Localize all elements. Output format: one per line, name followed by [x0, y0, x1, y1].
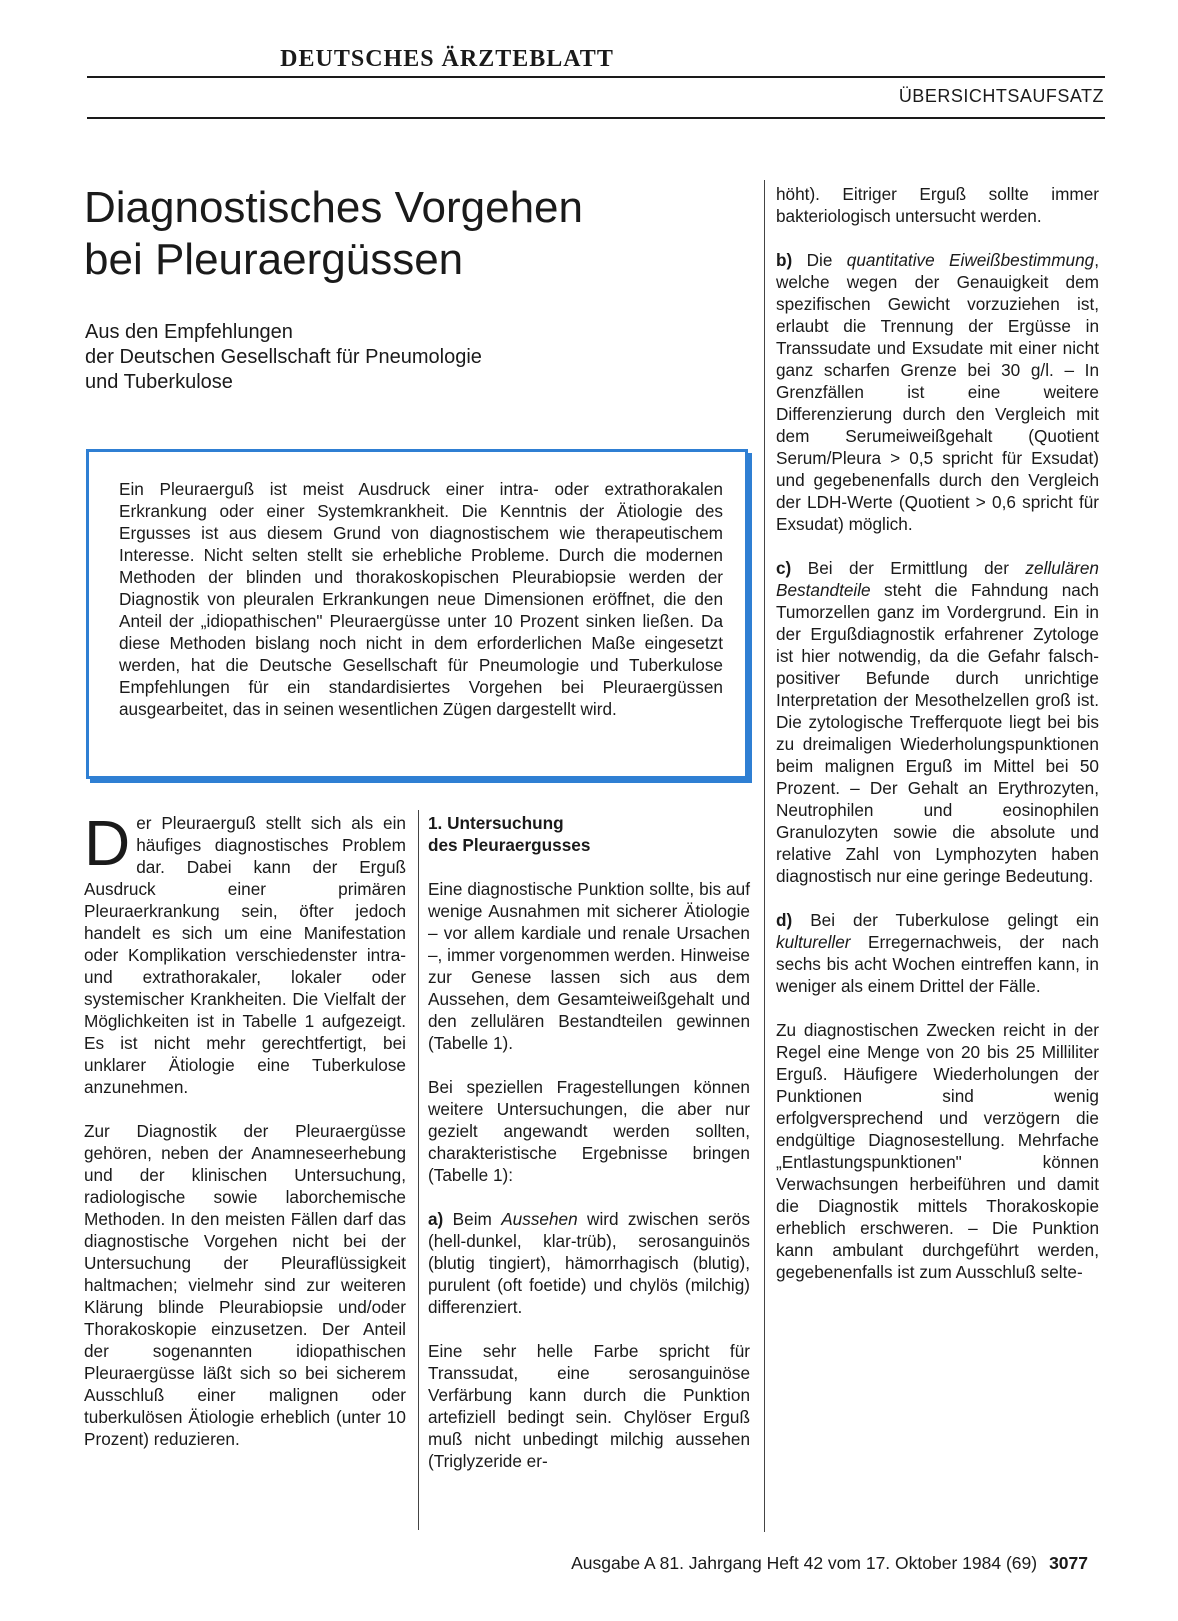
item-label-a: a) — [428, 1209, 444, 1229]
column-divider-2 — [764, 180, 765, 1532]
subtitle-line-1: Aus den Empfehlungen — [85, 321, 293, 343]
title-line-1: Diagnostisches Vorgehen — [84, 183, 583, 232]
col3-p4-pre: Bei der Tuberkulose gelingt ein — [792, 910, 1099, 930]
heading-line-2: des Pleuraergusses — [428, 835, 591, 855]
col3-paragraph-1: höht). Eitriger Erguß sollte immer bakteriologisch untersucht werden. — [776, 184, 1099, 226]
page-number: 3077 — [1049, 1553, 1088, 1573]
subtitle-line-3: und Tuberkulose — [85, 371, 233, 393]
col3-p2-post: , welche wegen der Genauigkeit dem spezifischen Gewicht vorzuziehen ist, erlaubt die Trennung der Ergüsse in Transsudate und Exsudate mit einer nicht ganz scharfen Grenze bei 30 g/l. – In Grenzfällen ist eine weitere Differenzierung durch den Vergleich mit dem Serumeiweißgehalt (Quotient Serum/Pleura > 0,5 spricht für Exsudat) und gegebenenfalls durch den Vergleich der LDH-Werte (Quotient > 0,6 spricht für Exsudat) möglich. — [776, 250, 1100, 534]
item-label-d: d) — [776, 910, 793, 930]
article-subtitle — [85, 320, 705, 395]
header-rule-top — [87, 76, 1105, 78]
col2-paragraph-3 — [428, 1208, 750, 1318]
col3-paragraph-3 — [776, 557, 1099, 887]
col2-paragraph-2: Bei speziellen Fragestellungen können weitere Untersuchungen, die aber nur gezielt angewandt werden sollten, charakteristische Ergebnisse bringen (Tabelle 1): — [428, 1077, 750, 1185]
col3-p2-italic: quantitative Eiweißbestimmung — [846, 250, 1095, 270]
masthead: DEUTSCHES ÄRZTEBLATT — [280, 46, 614, 72]
drop-cap: D — [84, 807, 131, 879]
heading-line-1: 1. Untersuchung — [428, 813, 564, 833]
col2-p3-post: wird zwischen serös (hell-dunkel, klar-trüb), serosanguinös (blutig tingiert), hämorrhagisch (blutig), purulent (oft foetide) und chylös (milchig) differenziert. — [428, 1209, 750, 1317]
col3-p3-italic: zellulären Bestandteile — [776, 558, 1099, 600]
col2-p3-italic: Aussehen — [501, 1209, 578, 1229]
col1-paragraph-2: Zur Diagnostik der Pleuraergüsse gehören, neben der Anamneseerhebung und der klinischen Untersuchung, radiologische sowie laborchemische Methoden. In den meisten Fällen darf das diagnostische Vorgehen nicht bei der Untersuchung der Pleuraflüssigkeit haltmachen; vielmehr sind zur weiteren Klärung blinde Pleurabiopsie und/oder Thorakoskopie einzusetzen. Der Anteil der sogenannten idiopathischen Pleuraergüsse läßt sich so bei sicherem Ausschluß einer malignen oder tuberkulösen Ätiologie erheblich (unter 10 Prozent) reduzieren. — [84, 1121, 406, 1449]
issue-info: Ausgabe A 81. Jahrgang Heft 42 vom 17. Oktober 1984 (69) — [571, 1553, 1038, 1573]
col1-p1-text: er Pleuraerguß stellt sich als ein häufiges diagnostisches Problem dar. Dabei kann der Erguß Ausdruck einer primären Pleuraerkrankung sein, öfter jedoch handelt es sich um eine Manifestation oder Komplikation verschiedenster intra- und extrathorakaler, lokaler oder systemischer Krankheiten. Die Vielfalt der Möglichkeiten ist in Tabelle 1 aufgezeigt. Es ist nicht mehr gerechtfertigt, bei unklarer Ätiologie eine Tuberkulose anzunehmen. — [84, 813, 406, 1097]
col2-p3-pre: Beim — [443, 1209, 502, 1229]
col3-paragraph-4 — [776, 909, 1099, 997]
col3-paragraph-2 — [776, 249, 1099, 535]
section-heading — [428, 812, 750, 856]
col2-paragraph-4: Eine sehr helle Farbe spricht für Transsudat, eine serosanguinöse Verfärbung kann durch die Punktion artefiziell bedingt sein. Chylöser Erguß muß nicht unbedingt milchig aussehen (Triglyzeride er- — [428, 1341, 750, 1471]
col3-p3-pre: Bei der Ermittlung der — [791, 558, 1026, 578]
col2-paragraph-1: Eine diagnostische Punktion sollte, bis auf wenige Ausnahmen mit sicherer Ätiologie – vor allem kardiale und renale Ursachen –, immer vorgenommen werden. Hinweise zur Genese lassen sich aus dem Aussehen, dem Gesamteiweißgehalt und den zellulären Bestandteilen gewinnen (Tabelle 1). — [428, 879, 750, 1053]
item-label-b: b) — [776, 250, 793, 270]
section-label: ÜBERSICHTSAUFSATZ — [898, 86, 1104, 106]
col1-paragraph-1 — [84, 807, 406, 1098]
article-title — [84, 182, 724, 286]
col3-p4-italic: kultureller — [776, 932, 851, 952]
col3-p2-pre: Die — [792, 250, 847, 270]
abstract-box — [86, 449, 748, 779]
abstract-text: Ein Pleuraerguß ist meist Ausdruck einer intra- oder extrathorakalen Erkrankung oder einer Systemkrankheit. Die Kenntnis der Ätiologie des Ergusses ist aus diesem Grund von diagnostischem wie therapeutischem Interesse. Nicht selten stellt sie erhebliche Probleme. Durch die modernen Methoden der blinden und thorakoskopischen Pleurabiopsie werden der Diagnostik von pleuralen Erkrankungen neue Dimensionen eröffnet, die den Anteil der „idiopathischen" Pleuraergüsse unter 10 Prozent sinken ließen. Da diese Methoden bislang noch nicht in dem erforderlichen Maße eingesetzt werden, hat die Deutsche Gesellschaft für Pneumologie und Tuberkulose Empfehlungen für ein standardisiertes Vorgehen bei Pleuraergüssen ausgearbeitet, das in seinen wesentlichen Zügen dargestellt wird. — [119, 479, 723, 719]
title-line-2: bei Pleuraergüssen — [84, 235, 464, 284]
header-rule-bottom — [87, 117, 1105, 119]
col3-p3-post: steht die Fahndung nach Tumorzellen ganz im Vordergrund. Ein in der Ergußdiagnostik erfahrener Zytologe ist hier notwendig, da die Gefahr falsch-positiver Befunde durch unrichtige Interpretation der Mesothelzellen groß ist. Die zytologische Trefferquote liegt bei bis zu dreimaligen Wiederholungspunktionen beim malignen Erguß im Mittel bei 50 Prozent. – Der Gehalt an Erythrozyten, Neutrophilen und eosinophilen Granulozyten sowie die absolute und relative Zahl von Lymphozyten haben diagnostisch nur eine geringe Bedeutung. — [776, 580, 1099, 886]
item-label-c: c) — [776, 558, 792, 578]
col3-paragraph-5: Zu diagnostischen Zwecken reicht in der Regel eine Menge von 20 bis 25 Milliliter Erguß. Häufigere Wiederholungen der Punktionen sind wenig erfolgversprechend und verzögern die endgültige Diagnosestellung. Mehrfache „Entlastungspunktionen" können Verwachsungen herbeiführen und damit die Diagnostik mittels Thorakoskopie erheblich erschweren. – Die Punktion kann ambulant durchgeführt werden, gegebenenfalls ist zum Ausschluß selte- — [776, 1020, 1099, 1282]
column-divider-1 — [418, 810, 419, 1530]
column-3 — [776, 183, 1099, 1305]
page-footer — [528, 1553, 1088, 1574]
col3-p4-post: Erregernachweis, der nach sechs bis acht Wochen eintreffen kann, in weniger als einem Drittel der Fälle. — [776, 932, 1099, 996]
column-1 — [84, 807, 406, 1472]
subtitle-line-2: der Deutschen Gesellschaft für Pneumologie — [85, 346, 482, 368]
column-2 — [428, 812, 750, 1494]
